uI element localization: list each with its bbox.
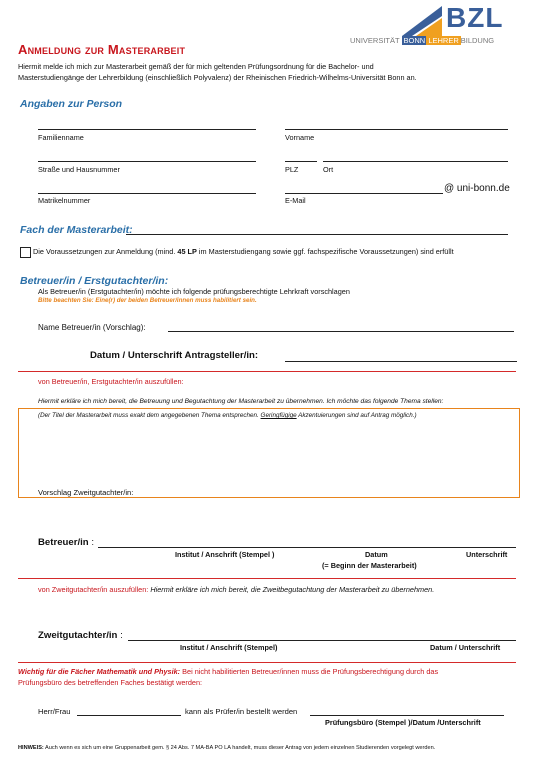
logo-text: BZL [446, 2, 504, 33]
voraussetzungen-label: Die Voraussetzungen zur Anmeldung (mind. 45 LP im Masterstudiengang sowie ggf. fachspezifische Voraussetzungen) sind erfüllt [33, 247, 454, 256]
strasse-label: Straße und Hausnummer [38, 165, 120, 174]
zweit-section-text: von Zweitgutachter/in auszufüllen: Hiermit erkläre ich mich bereit, die Zweitbegutachtung der Masterarbeit zu übernehmen. [38, 585, 435, 594]
ort-label: Ort [323, 165, 334, 174]
beginn-masterarbeit-label: (= Beginn der Masterarbeit) [322, 561, 417, 570]
betreuer-datum-label: Datum [365, 550, 388, 559]
zweit-sign-field[interactable] [128, 640, 516, 641]
section-divider-2 [18, 578, 516, 579]
mathe-line-2: Prüfungsbüro des betreffenden Faches bestätigt werden: [18, 678, 203, 687]
fach-field[interactable] [126, 234, 508, 235]
familienname-field[interactable] [38, 129, 256, 130]
betreuer-unterschrift-label: Unterschrift [466, 550, 508, 559]
thema-box[interactable] [18, 408, 520, 498]
voraussetzungen-checkbox[interactable] [20, 247, 31, 258]
email-label: E-Mail [285, 196, 306, 205]
logo-mark-icon [402, 6, 442, 36]
strasse-field[interactable] [38, 161, 256, 162]
thema-hint: (Der Titel der Masterarbeit muss exakt dem angegebenen Thema entsprechen. Geringfügige Akzentuierungen sind auf Antrag möglich.) [38, 412, 417, 419]
fach-heading: Fach der Masterarbeit: [20, 224, 133, 236]
pruefer-name-field[interactable] [77, 715, 181, 716]
datum-antragsteller-field[interactable] [285, 361, 517, 362]
zweitgutachter-vorschlag-label: Vorschlag Zweitgutachter/in: [38, 488, 134, 497]
section-divider-3 [18, 662, 516, 663]
betreuer-sign-label: Betreuer/in : [38, 537, 94, 548]
intro-line-2: Masterstudiengänge der Lehrerbildung (einschließlich Polyvalenz) der Rheinischen Friedrich-Wilhelms-Universität Bonn an. [18, 73, 417, 82]
betreuer-institut-label: Institut / Anschrift (Stempel ) [175, 550, 275, 559]
bzl-logo [350, 2, 520, 46]
zweit-institut-label: Institut / Anschrift (Stempel) [180, 643, 278, 652]
betreuer-section-header: von Betreuer/in, Erstgutachter/in auszufüllen: [38, 377, 184, 386]
betreuer-name-field[interactable] [168, 331, 514, 332]
matrikel-label: Matrikelnummer [38, 196, 91, 205]
datum-antragsteller-label: Datum / Unterschrift Antragsteller/in: [90, 350, 259, 361]
plz-field[interactable] [285, 161, 317, 162]
zweit-sign-label: Zweitgutachter/in : [38, 630, 123, 641]
pruefbuero-field[interactable] [310, 715, 504, 716]
betreuer-name-label: Name Betreuer/in (Vorschlag): [38, 323, 146, 332]
familienname-label: Familienname [38, 133, 84, 142]
ort-field[interactable] [323, 161, 508, 162]
vorname-label: Vorname [285, 133, 315, 142]
herr-frau-label: Herr/Frau [38, 707, 71, 716]
kann-label: kann als Prüfer/in bestellt werden [185, 707, 298, 716]
betreuer-intro: Als Betreuer/in (Erstgutachter/in) möchte ich folgende prüfungsberechtigte Lehrkraft vorschlagen [38, 287, 350, 296]
habilitation-note: Bitte beachten Sie: Eine(r) der beiden Betreuer/innen muss habilitiert sein. [38, 297, 257, 304]
email-field[interactable] [285, 193, 443, 194]
vorname-field[interactable] [285, 129, 508, 130]
email-domain: @ uni-bonn.de [444, 183, 510, 194]
person-heading: Angaben zur Person [20, 98, 123, 110]
mathe-line-1: Wichtig für die Fächer Mathematik und Physik: Bei nicht habilitierten Betreuer/innen muss die Prüfungsberechtigung durch das [18, 667, 439, 676]
logo-subline: UNIVERSITÄT BONN LEHRER BILDUNG [350, 36, 495, 45]
intro-line-1: Hiermit melde ich mich zur Masterarbeit gemäß der für mich geltenden Prüfungsordnung für die Bachelor- und [18, 62, 374, 71]
plz-label: PLZ [285, 165, 299, 174]
betreuer-statement: Hiermit erkläre ich mich bereit, die Betreuung und Begutachtung der Masterarbeit zu übernehmen. Ich möchte das folgende Thema stellen: [38, 398, 444, 405]
page-title: Anmeldung zur Masterarbeit [18, 42, 186, 57]
pruefbuero-label: Prüfungsbüro (Stempel )/Datum /Unterschrift [325, 718, 481, 727]
hinweis-text: HINWEIS: Auch wenn es sich um eine Gruppenarbeit gem. § 24 Abs. 7 MA-BA PO LA handelt, muss dieser Antrag von jedem einzelnen Studierenden vorgelegt werden. [18, 745, 436, 751]
section-divider-1 [18, 371, 516, 372]
zweit-datum-unterschrift-label: Datum / Unterschrift [430, 643, 501, 652]
matrikel-field[interactable] [38, 193, 256, 194]
betreuer-sign-field[interactable] [98, 547, 516, 548]
betreuer-heading: Betreuer/in / Erstgutachter/in: [20, 275, 169, 287]
